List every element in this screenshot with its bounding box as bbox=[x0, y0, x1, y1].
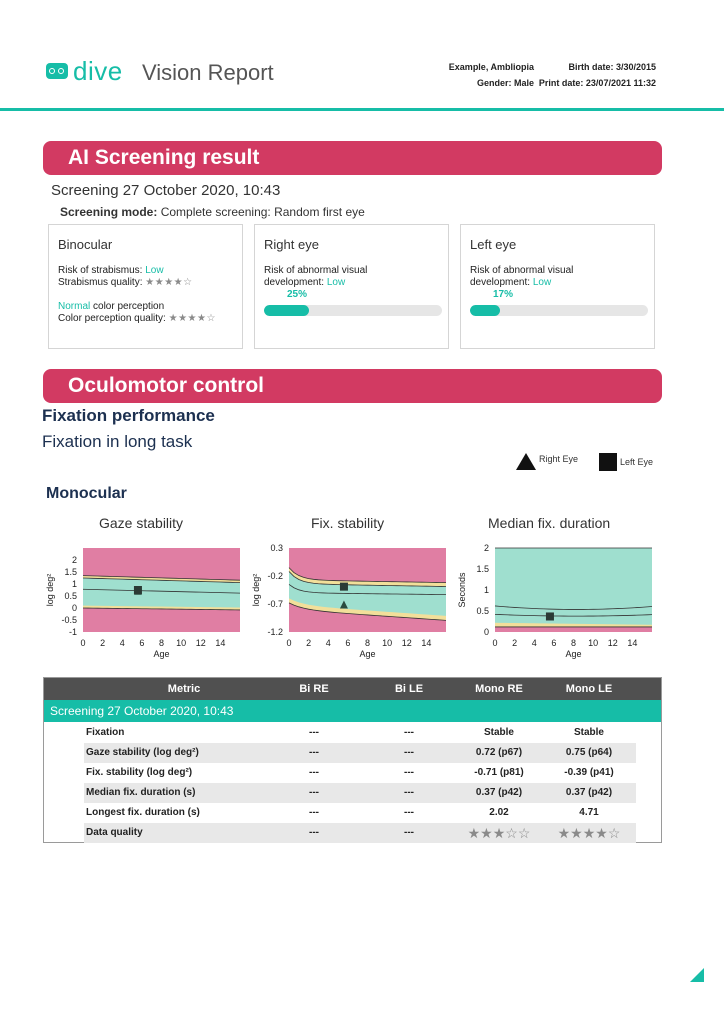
screening-mode-value: Complete screening: Random first eye bbox=[157, 205, 365, 219]
patient-info-right bbox=[536, 59, 656, 91]
left-eye-risk-line2 bbox=[470, 277, 551, 289]
table-cell-bi-le: --- bbox=[404, 787, 414, 798]
left-eye-card-title: Left eye bbox=[470, 237, 517, 252]
chart-1-x-tick: 6 bbox=[345, 638, 351, 648]
chart-0-x-tick: 6 bbox=[139, 638, 145, 648]
strabismus-risk-value: Low bbox=[145, 265, 164, 276]
legend-right-eye: Right Eye bbox=[539, 454, 579, 464]
chart-1-y-tick: -1.2 bbox=[267, 627, 283, 637]
table-cell-bi-le: --- bbox=[404, 767, 414, 778]
chart-0-y-tick: -1 bbox=[68, 627, 77, 637]
chart-0-y-tick: -0.5 bbox=[61, 615, 77, 625]
right-eye-risk-label: development: bbox=[264, 277, 327, 288]
table-cell-bi-le: --- bbox=[404, 727, 414, 738]
table-row bbox=[44, 763, 661, 783]
table-cell-bi-re: --- bbox=[309, 787, 319, 798]
chart-2-y-tick: 0.5 bbox=[476, 606, 489, 616]
table-cell-mono-le: -0.39 (p41) bbox=[564, 767, 614, 778]
metrics-screening-row: Screening 27 October 2020, 10:43 bbox=[44, 700, 661, 722]
table-header-cell: Mono RE bbox=[475, 683, 523, 695]
chart-2-x-tick: 10 bbox=[588, 638, 599, 648]
chart-title-median-fix-duration: Median fix. duration bbox=[488, 515, 611, 531]
screening-title: Screening 27 October 2020, 10:43 bbox=[51, 182, 281, 199]
brand-logo-text: dive bbox=[73, 56, 123, 86]
fixation-long-task-heading: Fixation in long task bbox=[42, 432, 193, 451]
metrics-table-header bbox=[44, 678, 661, 700]
table-cell-bi-re: --- bbox=[309, 727, 319, 738]
left-eye-risk-value: Low bbox=[532, 277, 552, 288]
patient-name: Example, Ambliopia bbox=[448, 62, 534, 72]
right-eye-risk-value: Low bbox=[326, 277, 346, 288]
corner-triangle-icon bbox=[690, 968, 704, 982]
chart-1-x-tick: 2 bbox=[306, 638, 312, 648]
chart-2-y-tick: 1 bbox=[483, 585, 489, 595]
chart-title-gaze-stability: Gaze stability bbox=[99, 515, 184, 531]
table-cell-metric: Gaze stability (log deg²) bbox=[86, 747, 199, 758]
chart-2-x-tick: 8 bbox=[570, 638, 577, 648]
screening-mode bbox=[60, 205, 365, 219]
chart-0-x-tick: 8 bbox=[158, 638, 165, 648]
chart-1-x-tick: 4 bbox=[325, 638, 331, 648]
header-divider bbox=[0, 108, 724, 111]
table-cell-metric: Data quality bbox=[86, 827, 143, 838]
right-eye-percent: 25% bbox=[287, 289, 308, 300]
table-cell-bi-re: --- bbox=[309, 747, 319, 758]
left-eye-progress-bar bbox=[470, 305, 648, 316]
left-eye-risk-label: development: bbox=[470, 277, 533, 288]
fixation-performance-heading: Fixation performance bbox=[42, 406, 215, 425]
median-fix-duration-chart bbox=[452, 540, 662, 662]
table-cell-mono-re: ★★★☆☆ bbox=[467, 825, 531, 841]
color-perception-label: color perception bbox=[90, 301, 165, 312]
chart-0-x-tick: 14 bbox=[215, 638, 226, 648]
chart-0-y-label: log deg² bbox=[45, 573, 55, 607]
legend-left-eye: Left Eye bbox=[620, 457, 654, 467]
fix-stability-chart bbox=[246, 540, 451, 662]
chart-2-x-tick: 12 bbox=[607, 638, 618, 648]
print-date: Print date: 23/07/2021 11:32 bbox=[538, 78, 656, 88]
chart-1-left-eye-marker bbox=[340, 583, 348, 591]
table-cell-mono-re: 2.02 bbox=[489, 807, 509, 818]
table-row bbox=[44, 823, 661, 843]
screening-mode-label: Screening mode: bbox=[60, 205, 158, 219]
chart-2-x-tick: 2 bbox=[512, 638, 518, 648]
chart-1-y-tick: 0.3 bbox=[270, 543, 283, 553]
chart-2-y-label: Seconds bbox=[457, 572, 467, 608]
table-header-cell: Mono LE bbox=[565, 683, 613, 695]
color-perception-value: Normal bbox=[58, 301, 91, 312]
right-eye-risk-line1: Risk of abnormal visual bbox=[264, 265, 368, 276]
chart-0-x-tick: 12 bbox=[195, 638, 206, 648]
strabismus-quality-label: Strabismus quality: bbox=[58, 277, 146, 288]
color-quality-stars: ★★★★☆ bbox=[168, 313, 216, 324]
chart-2-y-tick: 1.5 bbox=[476, 564, 489, 574]
table-cell-mono-le: 0.75 (p64) bbox=[565, 747, 613, 758]
patient-info-left bbox=[410, 59, 534, 91]
chart-2-x-tick: 6 bbox=[551, 638, 557, 648]
table-header-cell: Metric bbox=[167, 683, 201, 695]
table-cell-mono-le: ★★★★☆ bbox=[557, 825, 621, 841]
ai-screening-banner: AI Screening result bbox=[43, 141, 662, 175]
right-eye-progress-bar bbox=[264, 305, 442, 316]
right-eye-card bbox=[254, 224, 449, 349]
chart-1-x-tick: 8 bbox=[364, 638, 371, 648]
chart-2-y-tick: 2 bbox=[483, 543, 489, 553]
left-eye-risk-line1: Risk of abnormal visual bbox=[470, 265, 574, 276]
chart-2-x-tick: 4 bbox=[531, 638, 537, 648]
right-eye-risk-line2 bbox=[264, 277, 345, 289]
legend-square-icon bbox=[599, 453, 617, 471]
patient-gender: Gender: Male bbox=[476, 78, 534, 88]
birth-date: Birth date: 3/30/2015 bbox=[568, 62, 656, 72]
left-eye-percent: 17% bbox=[493, 289, 514, 300]
chart-2-x-tick: 0 bbox=[492, 638, 498, 648]
table-header-cell: Bi LE bbox=[394, 683, 424, 695]
table-cell-bi-le: --- bbox=[404, 747, 414, 758]
chart-1-x-tick: 10 bbox=[382, 638, 393, 648]
table-cell-bi-re: --- bbox=[309, 807, 319, 818]
chart-2-x-tick: 14 bbox=[627, 638, 638, 648]
table-cell-bi-le: --- bbox=[404, 827, 414, 838]
right-eye-progress-fill bbox=[264, 305, 309, 316]
table-cell-mono-re: 0.37 (p42) bbox=[475, 787, 523, 798]
chart-title-fix-stability: Fix. stability bbox=[311, 515, 385, 531]
metrics-table bbox=[43, 677, 662, 843]
chart-0-x-tick: 2 bbox=[100, 638, 106, 648]
chart-2-green-band bbox=[495, 548, 652, 625]
report-header bbox=[0, 0, 724, 112]
table-cell-mono-re: -0.71 (p81) bbox=[474, 767, 524, 778]
chart-0-y-tick: 1.5 bbox=[64, 567, 77, 577]
color-perception bbox=[58, 301, 164, 313]
table-header-cell: Bi RE bbox=[299, 683, 329, 695]
table-row bbox=[44, 783, 661, 803]
oculomotor-banner: Oculomotor control bbox=[43, 369, 662, 403]
table-cell-mono-le: 0.37 (p42) bbox=[565, 787, 613, 798]
chart-1-x-tick: 14 bbox=[421, 638, 432, 648]
strabismus-quality-stars: ★★★★☆ bbox=[145, 277, 193, 288]
binocular-card-title: Binocular bbox=[58, 237, 113, 252]
strabismus-risk bbox=[58, 265, 164, 277]
table-cell-mono-re: 0.72 (p67) bbox=[475, 747, 523, 758]
monocular-heading: Monocular bbox=[46, 485, 127, 502]
table-cell-metric: Fixation bbox=[86, 727, 125, 738]
table-cell-bi-re: --- bbox=[309, 767, 319, 778]
chart-0-y-tick: 0 bbox=[71, 603, 77, 613]
table-cell-mono-le: 4.71 bbox=[579, 807, 599, 818]
chart-1-y-tick: -0.2 bbox=[267, 571, 283, 581]
table-row bbox=[44, 723, 661, 743]
table-row bbox=[44, 743, 661, 763]
table-cell-bi-le: --- bbox=[404, 807, 414, 818]
table-cell-bi-re: --- bbox=[309, 827, 319, 838]
table-row bbox=[44, 803, 661, 823]
chart-1-x-tick: 12 bbox=[401, 638, 412, 648]
chart-0-y-tick: 2 bbox=[71, 555, 77, 565]
chart-0-x-label: Age bbox=[153, 649, 170, 659]
report-title: Vision Report bbox=[142, 60, 274, 85]
table-cell-metric: Median fix. duration (s) bbox=[86, 787, 196, 798]
table-cell-metric: Fix. stability (log deg²) bbox=[86, 767, 193, 778]
chart-1-y-tick: -0.7 bbox=[267, 599, 283, 609]
right-eye-card-title: Right eye bbox=[264, 237, 319, 252]
table-cell-mono-re: Stable bbox=[483, 727, 514, 738]
color-perception-quality bbox=[58, 313, 216, 325]
left-eye-progress-fill bbox=[470, 305, 500, 316]
chart-0-left-eye-marker bbox=[134, 586, 142, 594]
legend-triangle-icon bbox=[516, 453, 536, 470]
chart-0-y-tick: 0.5 bbox=[64, 591, 77, 601]
chart-0-x-tick: 0 bbox=[80, 638, 86, 648]
table-cell-metric: Longest fix. duration (s) bbox=[86, 807, 200, 818]
dive-logo-icon bbox=[46, 63, 68, 79]
color-quality-label: Color perception quality: bbox=[58, 313, 169, 324]
chart-1-x-tick: 0 bbox=[286, 638, 292, 648]
chart-1-y-label: log deg² bbox=[251, 573, 261, 607]
strabismus-quality bbox=[58, 277, 193, 289]
left-eye-card bbox=[460, 224, 655, 349]
gaze-stability-chart bbox=[40, 540, 245, 662]
chart-0-x-tick: 10 bbox=[176, 638, 187, 648]
chart-2-y-tick: 0 bbox=[483, 627, 489, 637]
chart-2-x-label: Age bbox=[565, 649, 582, 659]
binocular-card bbox=[48, 224, 243, 349]
chart-0-x-tick: 4 bbox=[119, 638, 125, 648]
table-cell-mono-le: Stable bbox=[573, 727, 604, 738]
chart-1-x-label: Age bbox=[359, 649, 376, 659]
chart-2-left-eye-marker bbox=[546, 612, 554, 620]
chart-0-y-tick: 1 bbox=[71, 579, 77, 589]
strabismus-risk-label: Risk of strabismus: bbox=[58, 265, 146, 276]
